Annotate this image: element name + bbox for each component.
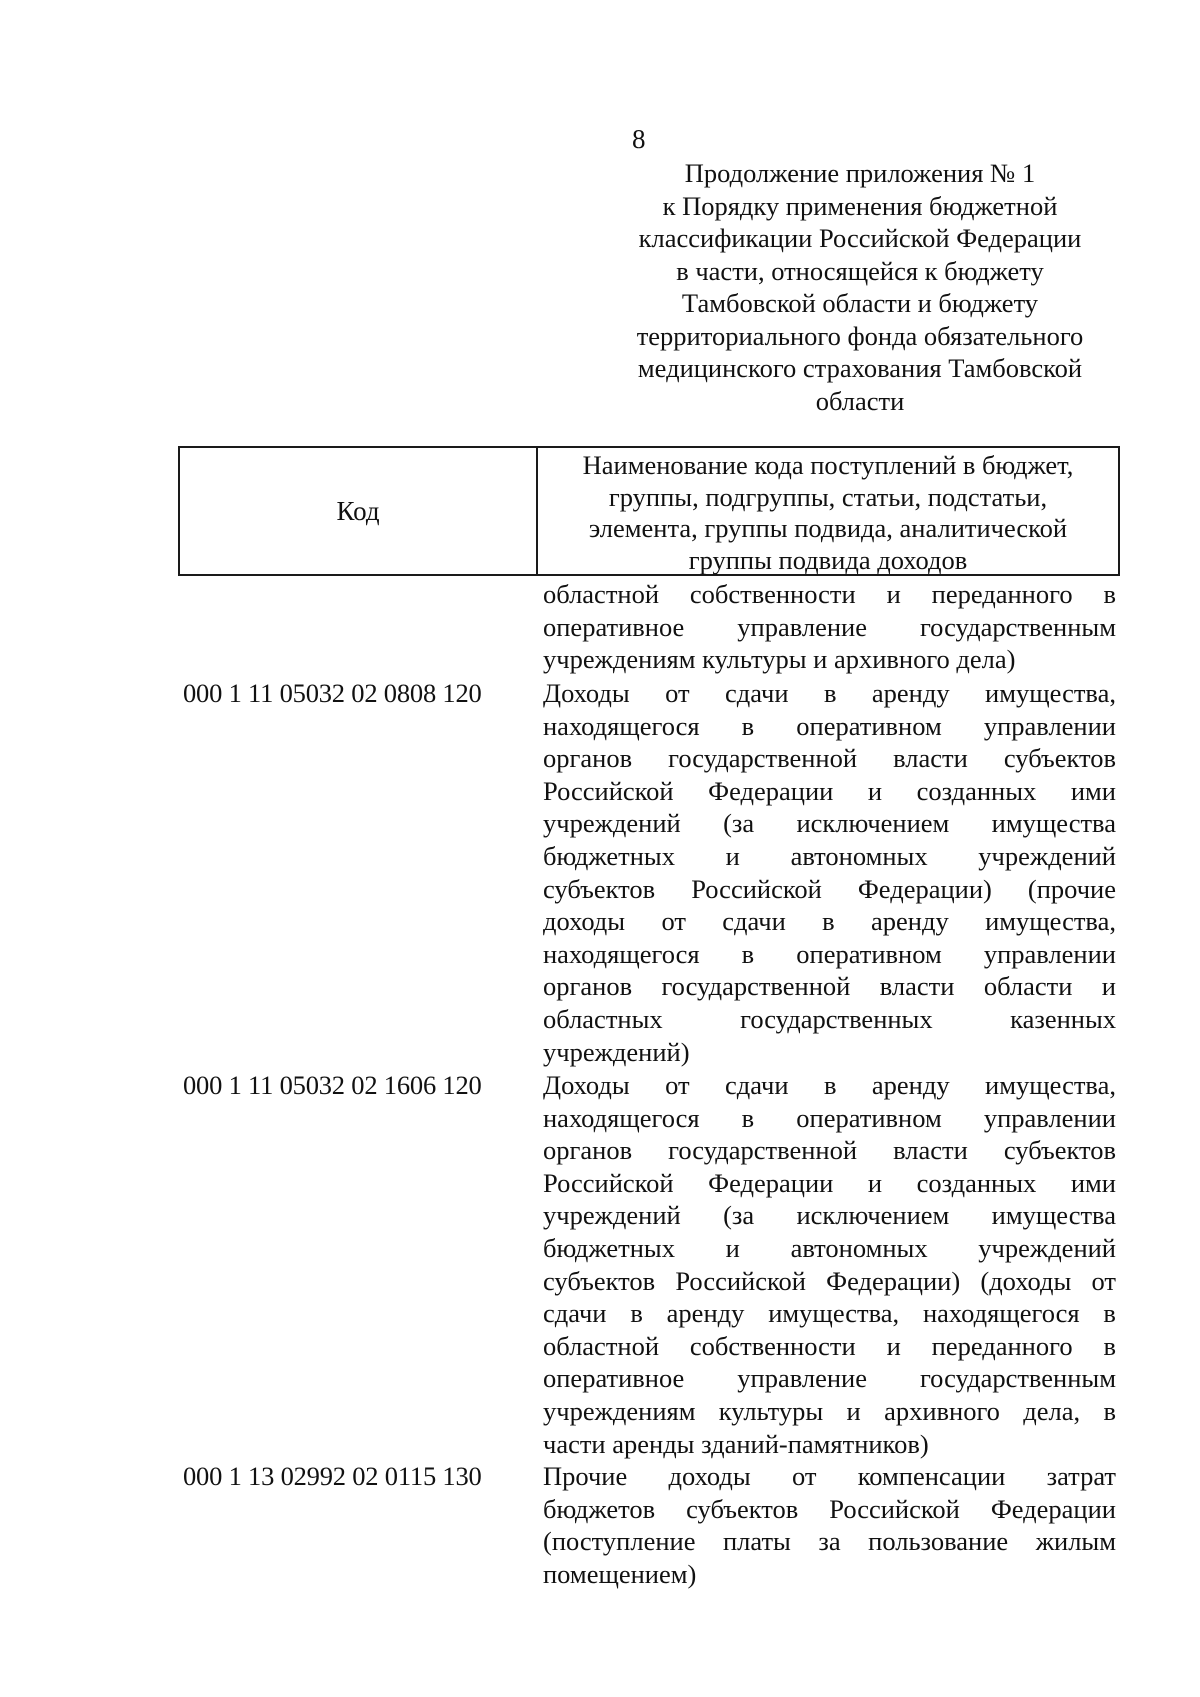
description-word: находящегося — [543, 938, 700, 969]
description-word: оперативное — [543, 1363, 685, 1394]
appendix-header — [600, 157, 1120, 417]
description-word: имущества, — [985, 1070, 1116, 1100]
code-column-header: Код — [180, 448, 538, 574]
description-word: находящегося — [922, 1298, 1080, 1329]
description-word: переданного — [931, 579, 1073, 609]
description-word: бюджетных — [543, 1232, 675, 1263]
description-word: сдачи — [725, 1070, 789, 1100]
description-line — [543, 578, 1116, 611]
description-word: аренду — [871, 1070, 950, 1100]
description-word: имущества, — [985, 678, 1116, 708]
description-line — [543, 1460, 1116, 1493]
description-word: органов — [543, 1135, 633, 1166]
description-word: управлении — [983, 938, 1116, 969]
appendix-header-line: Тамбовской области и бюджету — [681, 288, 1039, 318]
description-word: собственности — [689, 579, 856, 609]
description-word: в — [823, 1070, 837, 1100]
description-word: Российской — [675, 1265, 806, 1296]
description-word: бюджетных — [543, 840, 675, 871]
description-line — [543, 1558, 1116, 1591]
description-word: управление — [737, 611, 867, 642]
description-word: оперативном — [796, 1102, 942, 1133]
description-word: органов — [543, 743, 633, 774]
description-word: власти — [879, 971, 955, 1002]
description-word: в — [1103, 1395, 1116, 1426]
description-word: Доходы — [543, 1070, 630, 1100]
description-word: культуры — [718, 1395, 824, 1426]
description-line — [543, 677, 1116, 710]
description-word: субъектов — [543, 1265, 656, 1296]
appendix-header-line: территориального фонда обязательного — [636, 320, 1084, 351]
description-word: аренду — [871, 678, 950, 708]
description-word: учреждений — [978, 840, 1116, 871]
description-word: и — [846, 1395, 861, 1426]
description-word: (за — [723, 1200, 755, 1231]
description-word: Российской — [543, 1167, 674, 1198]
description-word: аренду — [871, 906, 949, 937]
description-word: находящегося — [543, 710, 700, 741]
description-word: доходы — [668, 1461, 751, 1491]
appendix-header-line: классификации Российской Федерации — [638, 223, 1082, 253]
description-word: учреждений) — [543, 1036, 690, 1067]
description-line — [543, 873, 1116, 906]
description-line — [543, 840, 1116, 873]
description-word: и — [886, 579, 901, 609]
description-word: в — [630, 1298, 643, 1329]
description-word: в — [822, 906, 835, 937]
continued-description — [543, 578, 1116, 676]
description-word: казенных — [1010, 1003, 1116, 1034]
description-word: платы — [722, 1526, 791, 1557]
description-word: Российской — [691, 873, 822, 904]
description-line — [543, 1362, 1116, 1395]
name-column-header-line: группы, подгруппы, статьи, подстатьи, — [608, 481, 1048, 512]
appendix-header-line: медицинского страхования Тамбовской — [637, 353, 1083, 383]
description-word: имущества — [991, 808, 1116, 839]
description-word: (поступление — [543, 1526, 696, 1557]
description-word: дела, — [1023, 1395, 1081, 1426]
description-word: (за — [723, 808, 755, 839]
description-word: (доходы — [980, 1265, 1072, 1296]
description-line — [543, 1134, 1116, 1167]
description-word: государственным — [919, 1363, 1116, 1394]
description-line — [543, 643, 1116, 676]
description-line — [543, 1069, 1116, 1102]
description-word: учреждений — [543, 1200, 681, 1231]
row-description — [543, 1069, 1116, 1460]
name-column-header-line: группы подвида доходов — [688, 544, 968, 575]
table-header — [178, 446, 1120, 576]
name-column-header-line: элемента, группы подвида, аналитической — [588, 513, 1068, 543]
description-word: учреждений — [543, 808, 681, 839]
description-word: областной — [543, 579, 660, 609]
description-word: созданных — [916, 775, 1037, 806]
description-word: аренду — [666, 1298, 745, 1329]
row-description — [543, 677, 1116, 1068]
description-line — [543, 970, 1116, 1003]
description-line — [543, 775, 1116, 808]
page-number: 8 — [632, 124, 646, 154]
description-word: государственным — [919, 611, 1116, 642]
description-word: помещением) — [543, 1558, 697, 1589]
description-word: сдачи — [722, 906, 786, 937]
description-word: Доходы — [543, 678, 630, 708]
description-word: и — [867, 1167, 883, 1198]
description-word: в — [823, 678, 837, 708]
row-code: 000 1 11 05032 02 1606 120 — [183, 1070, 482, 1100]
appendix-header-line: в части, относящейся к бюджету — [676, 255, 1044, 286]
description-word: оперативном — [796, 710, 942, 741]
description-word: переданного — [931, 1330, 1073, 1361]
appendix-header-line: Продолжение приложения № 1 — [684, 158, 1036, 188]
description-word: Федерации — [708, 1167, 834, 1198]
description-word: Федерации) — [826, 1265, 961, 1296]
description-word: от — [1091, 1265, 1116, 1296]
description-word: государственной — [668, 1135, 858, 1166]
description-word: исключением — [796, 1200, 950, 1231]
description-word: части аренды зданий-памятников) — [543, 1428, 929, 1459]
description-word: созданных — [916, 1167, 1037, 1198]
description-word: автономных — [790, 1232, 928, 1263]
description-word: субъектов — [1003, 1135, 1116, 1166]
description-word: власти — [893, 1135, 968, 1166]
name-column-header-line: Наименование кода поступлений в бюджет, — [582, 450, 1074, 480]
description-word: учреждениям — [543, 1395, 696, 1426]
description-word: в — [741, 938, 755, 969]
description-word: и — [725, 1232, 740, 1263]
description-word: учреждениям культуры и архивного дела) — [543, 644, 1016, 675]
description-word: управление — [737, 1363, 867, 1394]
appendix-header-line: к Порядку применения бюджетной — [662, 190, 1058, 221]
description-word: государственных — [740, 1003, 933, 1034]
description-word: ими — [1070, 1167, 1116, 1198]
description-line — [543, 1199, 1116, 1232]
appendix-header-line: области — [815, 385, 905, 416]
description-word: от — [665, 678, 690, 708]
description-line — [543, 1232, 1116, 1265]
description-line — [543, 1493, 1116, 1526]
description-word: бюджетов — [543, 1493, 656, 1524]
description-word: областных — [543, 1003, 663, 1034]
description-word: субъектов — [543, 873, 656, 904]
row-description — [543, 1460, 1116, 1590]
description-word: государственной — [661, 971, 851, 1002]
row-code: 000 1 13 02992 02 0115 130 — [183, 1461, 482, 1491]
description-line — [543, 1428, 1116, 1461]
description-word: собственности — [689, 1330, 856, 1361]
description-line — [543, 1395, 1116, 1428]
description-word: Прочие — [543, 1461, 628, 1491]
description-word: и — [1101, 971, 1116, 1002]
description-line — [543, 1102, 1116, 1135]
description-word: пользование — [868, 1526, 1009, 1557]
description-word: автономных — [790, 840, 928, 871]
description-line — [543, 1265, 1116, 1298]
description-word: Российской — [829, 1493, 960, 1524]
description-word: и — [886, 1330, 901, 1361]
description-word: и — [867, 775, 883, 806]
row-code: 000 1 11 05032 02 0808 120 — [183, 678, 482, 708]
description-word: в — [1103, 579, 1116, 609]
description-word: сдачи — [543, 1298, 607, 1329]
description-word: оперативном — [796, 938, 942, 969]
description-word: и — [725, 840, 740, 871]
description-word: в — [1103, 1298, 1116, 1329]
description-line — [543, 1297, 1116, 1330]
description-line — [543, 1330, 1116, 1363]
description-word: области — [983, 971, 1073, 1002]
description-word: Российской — [543, 775, 674, 806]
description-word: находящегося — [543, 1102, 700, 1133]
description-word: Федерации — [990, 1493, 1116, 1524]
description-word: от — [791, 1461, 817, 1491]
name-column-header — [538, 448, 1118, 574]
description-line — [543, 1036, 1116, 1069]
description-word: от — [661, 906, 686, 937]
description-word: управлении — [983, 1102, 1116, 1133]
description-line — [543, 710, 1116, 743]
description-word: жилым — [1035, 1526, 1116, 1557]
description-word: затрат — [1046, 1461, 1116, 1491]
description-line — [543, 1167, 1116, 1200]
description-word: в — [741, 710, 755, 741]
description-word: органов — [543, 971, 633, 1002]
description-line — [543, 807, 1116, 840]
description-word: имущества — [991, 1200, 1116, 1231]
description-word: Федерации) — [857, 873, 992, 904]
description-word: в — [741, 1102, 755, 1133]
description-word: имущества, — [985, 906, 1116, 937]
description-word: за — [818, 1526, 841, 1557]
description-word: субъектов — [686, 1493, 799, 1524]
description-word: управлении — [983, 710, 1116, 741]
description-line — [543, 905, 1116, 938]
description-word: учреждений — [978, 1232, 1116, 1263]
description-word: от — [665, 1070, 690, 1100]
description-word: оперативное — [543, 611, 685, 642]
description-word: (прочие — [1027, 873, 1116, 904]
description-word: государственной — [668, 743, 858, 774]
description-word: власти — [893, 743, 968, 774]
description-word: областной — [543, 1330, 660, 1361]
description-line — [543, 1003, 1116, 1036]
description-word: исключением — [796, 808, 950, 839]
description-line — [543, 742, 1116, 775]
description-word: ими — [1070, 775, 1116, 806]
description-line — [543, 611, 1116, 644]
description-word: доходы — [543, 906, 626, 937]
description-line — [543, 938, 1116, 971]
description-word: субъектов — [1003, 743, 1116, 774]
description-word: имущества, — [768, 1298, 900, 1329]
description-line — [543, 1525, 1116, 1558]
description-word: в — [1103, 1330, 1116, 1361]
description-word: компенсации — [857, 1461, 1006, 1491]
description-word: архивного — [884, 1395, 1000, 1426]
description-word: сдачи — [725, 678, 789, 708]
description-word: Федерации — [708, 775, 834, 806]
